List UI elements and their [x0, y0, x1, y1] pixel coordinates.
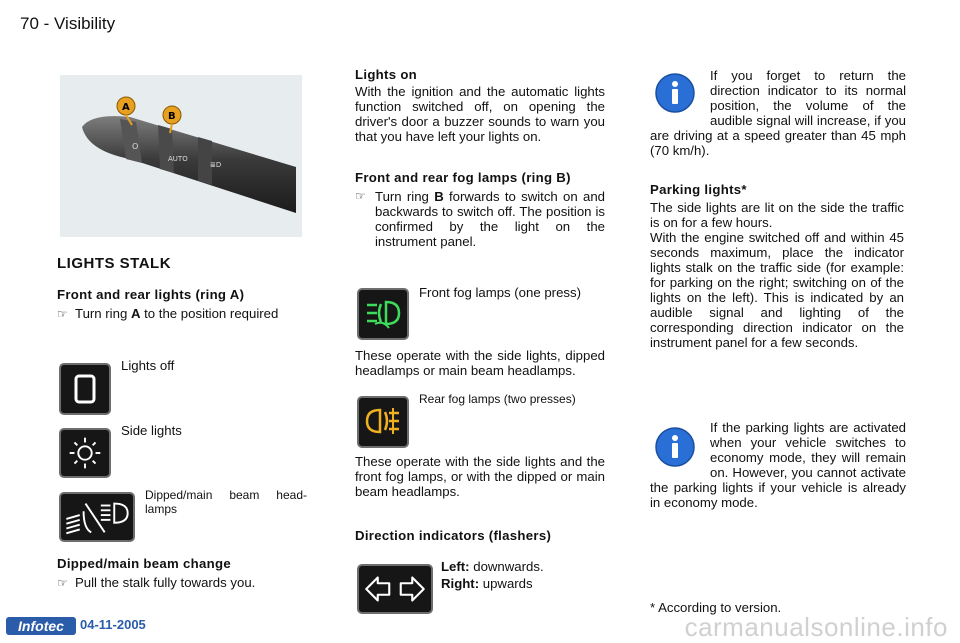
dipped-main-beam-label: Dipped/main beam head-lamps — [145, 488, 307, 516]
watermark: carmanualsonline.info — [684, 612, 948, 642]
fog-text-pre: Turn ring — [375, 189, 435, 204]
pointing-hand-icon: ☞ — [57, 307, 68, 321]
dipped-main-beam-icon — [59, 492, 135, 542]
info-note-direction-text: If you forget to return the direction indicator to its normal position, the volume of the audible signal will increase, if you are driving at a speed greater than 45 mph (70 km/h). — [650, 68, 906, 158]
rear-fog-lamp-icon — [357, 396, 409, 448]
front-fog-lamps-text: These operate with the side lights, dipped headlamps or main beam headlamps. — [355, 348, 605, 378]
turn-ring-text: Turn ring — [75, 306, 131, 321]
lights-off-label: Lights off — [121, 358, 175, 373]
side-lights-icon — [59, 428, 111, 478]
lights-stalk-heading: LIGHTS STALK — [57, 255, 172, 272]
svg-text:O: O — [132, 142, 139, 151]
ring-b-ref: B — [434, 189, 444, 204]
turn-ring-rest: to the position required — [140, 306, 279, 321]
pointing-hand-icon: ☞ — [57, 576, 68, 590]
info-icon — [654, 72, 696, 114]
info-note-economy-text: If the parking lights are activated when your vehicle switches to economy mode, they will remain on. However, you cannot activate the parking lights if your vehicle is already in economy mode. — [650, 420, 906, 510]
direction-right-line — [441, 576, 533, 591]
rear-fog-lamps-label: Rear fog lamps (two presses) — [419, 392, 576, 406]
lights-on-heading: Lights on — [355, 67, 418, 82]
front-fog-lamps-label: Front fog lamps (one press) — [419, 285, 581, 300]
right-label: Right: — [441, 576, 480, 591]
ring-a-label: A — [122, 102, 130, 113]
info-note-economy — [650, 420, 906, 510]
lights-off-icon — [59, 363, 111, 415]
front-fog-lamp-icon — [357, 288, 409, 340]
pointing-hand-icon: ☞ — [355, 189, 366, 203]
parking-lights-text-1: The side lights are lit on the side the traffic is on for a few hours. — [650, 200, 904, 230]
svg-text:AUTO: AUTO — [168, 155, 188, 163]
fog-lamps-text — [375, 189, 605, 249]
infotec-logo: Infotec — [6, 617, 76, 635]
lights-on-text: With the ignition and the automatic lights function switched off, on opening the driver's door a buzzer sounds to warn you that you have left your lights on. — [355, 84, 605, 144]
beam-change-heading: Dipped/main beam change — [57, 556, 231, 571]
fog-text-post: forwards to switch on and backwards to switch off. The position is confirmed by the light on the instrument panel. — [375, 189, 605, 249]
turn-ring-a-instruction — [57, 306, 307, 322]
front-rear-lights-heading: Front and rear lights (ring A) — [57, 287, 245, 302]
left-label: Left: — [441, 559, 470, 574]
fog-lamps-instruction — [355, 189, 605, 249]
fog-lamps-heading: Front and rear fog lamps (ring B) — [355, 170, 571, 185]
page-title: 70 - Visibility — [20, 14, 116, 33]
direction-indicators-icon — [357, 564, 433, 614]
side-lights-label: Side lights — [121, 423, 182, 438]
direction-indicators-heading: Direction indicators (flashers) — [355, 528, 552, 543]
parking-lights-heading: Parking lights* — [650, 182, 747, 197]
info-icon — [654, 426, 696, 468]
info-note-direction — [650, 68, 906, 158]
parking-lights-text-2: With the engine switched off and within 45 seconds maximum, place the indicator lights stalk on the traffic side (for example: for parking on the right; switching on of the lights on the left). This is indicated by an audible signal and lighting of the corresponding direction indicator on the instrument panel for a few seconds. — [650, 230, 904, 350]
direction-left-line — [441, 559, 544, 574]
right-value: upwards — [479, 576, 533, 591]
footer-date: 04-11-2005 — [80, 617, 146, 632]
svg-text:≣D: ≣D — [210, 161, 222, 169]
ring-b-label: B — [168, 111, 176, 122]
ring-a-ref: A — [130, 306, 141, 321]
rear-fog-lamps-text: These operate with the side lights and the front fog lamps, or with the dipped or main beam headlamps. — [355, 454, 605, 499]
beam-change-instruction — [57, 575, 307, 591]
footnote: * According to version. — [650, 600, 782, 615]
lights-stalk-image — [60, 75, 302, 237]
left-value: downwards. — [469, 559, 544, 574]
lights-stalk-drawing — [60, 75, 302, 237]
beam-change-text: Pull the stalk fully towards you. — [75, 575, 256, 590]
